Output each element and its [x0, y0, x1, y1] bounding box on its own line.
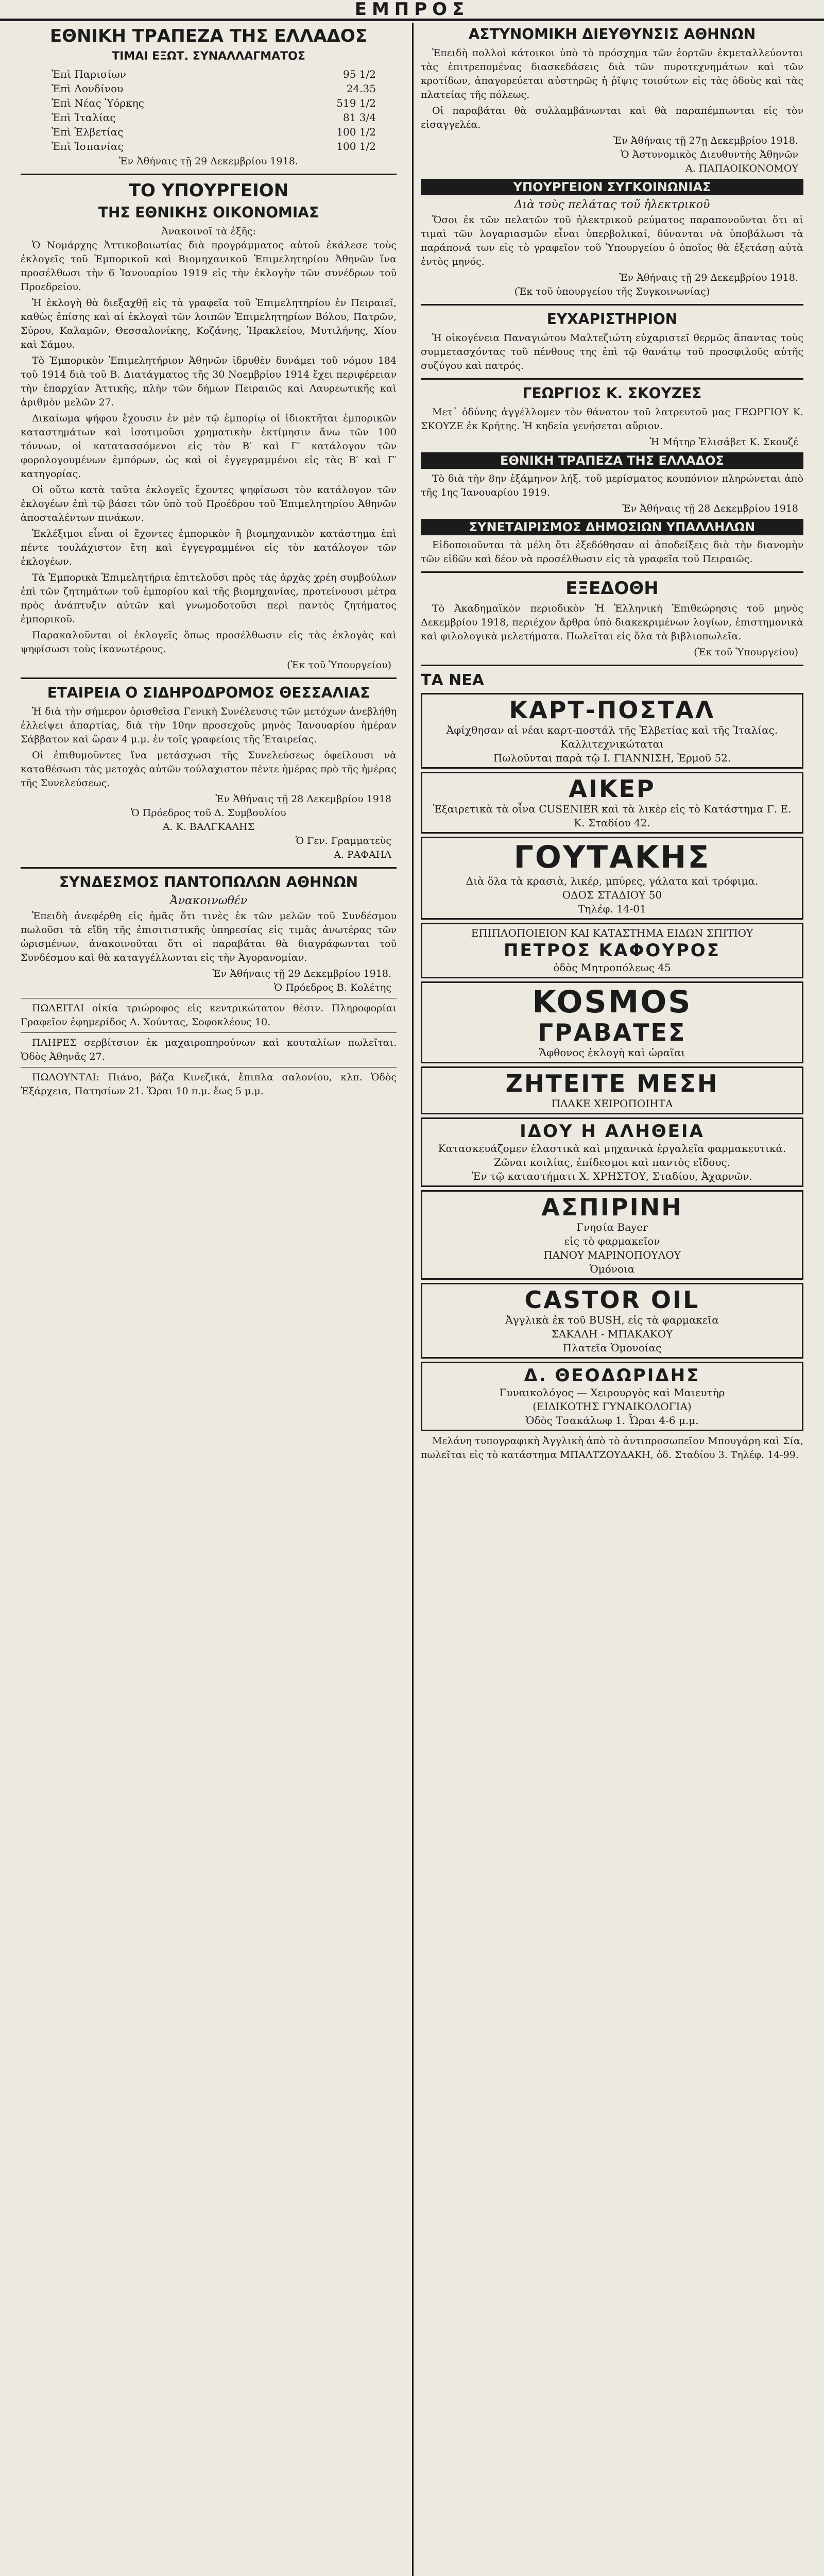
grocers-signature: Ὁ Πρόεδρος Β. Κολέτης — [273, 982, 391, 993]
masthead-title: ΕΜΠΡΟΣ — [354, 0, 470, 20]
rate-row — [21, 96, 397, 110]
exodus-source: (Ἐκ τοῦ Ὑπουργείου) — [694, 647, 798, 658]
transport-paragraph: Ὅσοι ἐκ τῶν πελατῶν τοῦ ἠλεκτρικοῦ ρεύματος παραπονοῦνται ὅτι αἱ τιμαὶ τῶν λογαριασμῶν εἶναι ὑπερβολικαί, δύνανται νὰ ὑποβάλωσι τὰ παράπονά των εἰς τὸ γραφεῖον τοῦ Ὑπουργείου ὁ ὁποῖος θὰ ἐξετάσῃ αὐτὰ ἐντὸς μηνός. — [421, 214, 803, 267]
thanks-text: Ἡ οἰκογένεια Παναγιώτου Μαλτεζιώτη εὐχαριστεῖ θερμῶς ἅπαντας τοὺς συμμετασχόντας τοῦ πένθους της ἐπὶ τῷ θανάτῳ τοῦ προσφιλοῦς αὐτῆς συζύγου καὶ πατρός. — [421, 332, 803, 371]
ministry-paragraph: Ὁ Νομάρχης Ἀττικοβοιωτίας διὰ προγράμματος αὐτοῦ ἐκάλεσε τοὺς ἐκλογεῖς τοῦ Ἐμπορικοῦ καὶ Βιομηχανικοῦ Ἐπιμελητηρίου Ἀθηνῶν ἵνα προσέλθωσι τὴν 6 Ἰανουαρίου 1919 εἰς τὴν ἐκλογὴν τῶν συνέδρων τοῦ Προεδρείου. — [21, 240, 397, 293]
ad-title: ΙΔΟΥ Η ΑΛΗΘΕΙΑ — [520, 1121, 705, 1142]
ad-line: ΠΛΑΚΕ ΧΕΙΡΟΠΟΙΗΤΑ — [551, 1097, 673, 1110]
ad-title: ΑΙΚΕΡ — [569, 775, 656, 803]
exodus-title: ΕΞΕΔΟΘΗ — [565, 578, 659, 599]
ad-kafouros — [421, 923, 803, 978]
ad-truth — [421, 1117, 803, 1187]
right-column — [412, 23, 803, 2576]
railway-signature: Ὁ Γεν. Γραμματεὺς — [295, 835, 391, 846]
rate-label: Ἐπὶ Ἑλβετίας — [52, 126, 124, 138]
bank2-text: Τὸ διὰ τὴν 8ην ἐξάμηνον λήξ. τοῦ μερίσματος κουπόνιον πληρώνεται ἀπὸ τῆς 1ης Ἰανουαρίου 1919. — [421, 473, 803, 498]
rate-row — [21, 81, 397, 96]
rate-label: Ἐπὶ Νέας Ὑόρκης — [52, 97, 144, 109]
left-column — [21, 23, 397, 2576]
masthead — [0, 0, 824, 21]
ad-line: Γνησία Bayer — [576, 1221, 648, 1233]
ad-goutakis — [421, 837, 803, 920]
ministry-intro: Ἀνακοινοῖ τὰ ἑξῆς: — [161, 226, 256, 237]
ministry-paragraph: Τὰ Ἐμπορικὰ Ἐπιμελητήρια ἐπιτελοῦσι πρὸς τὰς ἀρχὰς χρέη συμβούλων ἐπὶ τῶν ζητημάτων τοῦ ἐμπορίου καὶ τῆς βιομηχανίας, προτείνουσι μέτρα πρὸς ἀνάπτυξιν αὐτῶν καὶ γνωμοδοτοῦσι περὶ παντὸς ζητήματος ἐμπορικοῦ. — [21, 572, 397, 625]
rate-label: Ἐπὶ Ἰταλίας — [52, 111, 116, 124]
ministry-paragraph: Δικαίωμα ψήφου ἔχουσιν ἐν μὲν τῷ ἐμπορίῳ οἱ ἰδιοκτῆται ἐμπορικῶν καταστημάτων καὶ ἰσοτιμοῦσι χρηματικὴν ἐκτίμησιν ἄνω τῶν 100 τόννων, οἱ κατατασσόμενοι εἰς τὸν Β′ καὶ Γ′ κατάλογον τῶν φορολογουμένων ἐμπόρων, ὡς καὶ οἱ ἐγγεγραμμένοι εἰς τὰς Β′ καὶ Γ′ κατηγορίας. — [21, 413, 397, 480]
police-name: Α. ΠΑΠΑΟΙΚΟΝΟΜΟΥ — [685, 163, 798, 174]
ad-line: ΕΠΙΠΛΟΠΟΙΕΙΟΝ ΚΑΙ ΚΑΤΑΣΤΗΜΑ ΕΙΔΩΝ ΣΠΙΤΙΟΥ — [471, 927, 753, 939]
grocers-subtitle: Ἀνακοινωθέν — [169, 894, 248, 907]
ad-line: Ἐν τῷ καταστήματι Χ. ΧΡΗΣΤΟΥ, Σταδίου, Ἀχαρνῶν. — [472, 1170, 752, 1182]
classified-ad: ΠΩΛΟΥΝΤΑΙ: Πιάνο, βάζα Κινεζικά, ἔπιπλα σαλονίου, κλπ. Ὁδὸς Ἐξάρχεια, Πατησίων 21. Ὥραι 10 π.μ. ἕως 5 μ.μ. — [21, 1072, 397, 1097]
grocers-paragraph: Ἐπειδὴ ἀνεφέρθη εἰς ἡμᾶς ὅτι τινὲς ἐκ τῶν μελῶν τοῦ Συνδέσμου πωλοῦσι τὰ εἴδη τῆς ἐπισιτιστικῆς ὑπηρεσίας εἰς τιμὰς ἀνωτέρας τῶν ὡρισμένων, ἀνακοινοῦται ὅτι οἱ παραβάται θὰ διαγράφωνται τοῦ Συνδέσμου καὶ θὰ καταγγέλλωνται εἰς τὴν Ἀγορανομίαν. — [21, 910, 397, 963]
ad-line: Διὰ ὅλα τὰ κρασιὰ, λικέρ, μπύρες, γάλατα καὶ τρόφιμα. — [466, 875, 759, 887]
transport-source: (Ἐκ τοῦ ὑπουργείου τῆς Συγκοινωνίας) — [514, 286, 710, 297]
grocers-date: Ἐν Ἀθήναις τῇ 29 Δεκεμβρίου 1918. — [212, 968, 391, 979]
ad-line: Ἀφίχθησαν αἱ νέαι καρτ-ποστάλ τῆς Ἑλβετίας καὶ τῆς Ἰταλίας. — [446, 724, 778, 736]
ministry-title: ΤΟ ΥΠΟΥΡΓΕΙΟΝ — [128, 180, 289, 201]
railway-signature: Α. ΡΑΦΑΗΛ — [334, 849, 391, 860]
divider — [21, 174, 397, 175]
ad-subtitle: ΓΡΑΒΑΤΕΣ — [538, 1019, 686, 1046]
ad-title: Δ. ΘΕΟΔΩΡΙΔΗΣ — [524, 1365, 700, 1386]
ministry-paragraph: Παρακαλοῦνται οἱ ἐκλογεῖς ὅπως προσέλθωσιν εἰς τὰς ἐκλογὰς καὶ ψηφίσωσι τοὺς ἱκανωτέρους. — [21, 630, 397, 655]
police-date: Ἐν Ἀθήναις τῇ 27ῃ Δεκεμβρίου 1918. — [613, 135, 798, 146]
ministry-source: (Ἐκ τοῦ Ὑπουργείου) — [287, 659, 391, 671]
transport-subtitle: Διὰ τοὺς πελάτας τοῦ ἠλεκτρικοῦ — [514, 198, 710, 211]
ministry-subtitle: ΤΗΣ ΕΘΝΙΚΗΣ ΟΙΚΟΝΟΜΙΑΣ — [98, 204, 319, 221]
bank-title: ΕΘΝΙΚΗ ΤΡΑΠΕΖΑ ΤΗΣ ΕΛΛΑΔΟΣ — [49, 26, 368, 46]
ad-line: (ΕΙΔΙΚΟΤΗΣ ΓΥΝΑΙΚΟΛΟΓΙΑ) — [533, 1400, 692, 1413]
rate-value: 81 3/4 — [343, 111, 376, 124]
rate-value: 100 1/2 — [336, 126, 376, 138]
ad-title: CASTOR OIL — [524, 1286, 700, 1314]
ad-line: Τηλέφ. 14-01 — [578, 903, 646, 915]
ad-line: ΠΑΝΟΥ ΜΑΡΙΝΟΠΟΥΛΟΥ — [543, 1249, 681, 1261]
ad-castor-oil — [421, 1283, 803, 1359]
bank2-title: ΕΘΝΙΚΗ ΤΡΑΠΕΖΑ ΤΗΣ ΕΛΛΑΔΟΣ — [421, 452, 803, 469]
classified-ad: ΠΛΗΡΕΣ σερβίτσιον ἐκ μαχαιροπηρούνων καὶ κουταλίων πωλεῖται. Ὁδὸς Ἀθηνᾶς 27. — [21, 1037, 397, 1062]
railway-paragraph: Ἡ διὰ τὴν σήμερον ὁρισθεῖσα Γενικὴ Συνέλευσις τῶν μετόχων ἀνεβλήθη ἐλλείψει ἀπαρτίας, διὰ τὴν 10ην προσεχοῦς μηνὸς Ἰανουαρίου ἡμέραν Σάββατον καὶ ὥραν 4 μ.μ. ἐν τοῖς γραφείοις τῆς Ἑταιρείας. — [21, 706, 397, 745]
ministry-paragraph: Ἡ ἐκλογὴ θὰ διεξαχθῇ εἰς τὰ γραφεῖα τοῦ Ἐπιμελητηρίου ἐν Πειραιεῖ, καθὼς ἐπίσης καὶ αἱ ἐκλογαὶ τῶν λοιπῶν Ἐπιμελητηρίων Βόλου, Πατρῶν, Σύρου, Καλαμῶν, Θεσσαλονίκης, Κοζάνης, Ἡρακλείου, Μυτιλήνης, Χίου καὶ Σάμου. — [21, 297, 397, 350]
railway-signature: Α. Κ. ΒΑΛΓΚΑΛΗΣ — [162, 821, 255, 833]
ad-line: ΣΑΚΑΛΗ - ΜΠΑΚΑΚΟΥ — [551, 1328, 673, 1340]
police-title: ΑΣΤΥΝΟΜΙΚΗ ΔΙΕΥΘΥΝΣΙΣ ΑΘΗΝΩΝ — [468, 26, 756, 43]
divider — [21, 677, 397, 679]
ad-title: ΠΕΤΡΟΣ ΚΑΦΟΥΡΟΣ — [504, 940, 720, 961]
grocers-title: ΣΥΝΔΕΣΜΟΣ ΠΑΝΤΟΠΩΛΩΝ ΑΘΗΝΩΝ — [59, 874, 358, 891]
transport-title: ΥΠΟΥΡΓΕΙΟΝ ΣΥΓΚΟΙΝΩΝΙΑΣ — [421, 179, 803, 195]
ad-line: εἰς τὸ φαρμακεῖον — [564, 1235, 660, 1247]
police-signature: Ὁ Ἀστυνομικὸς Διευθυντὴς Ἀθηνῶν — [621, 149, 798, 160]
ad-postcards — [421, 693, 803, 769]
rate-label: Ἐπὶ Ἱσπανίας — [52, 140, 124, 152]
rate-value: 95 1/2 — [343, 68, 376, 80]
ad-line: Ἀγγλικὰ ἐκ τοῦ BUSH, εἰς τὰ φαρμακεῖα — [505, 1314, 719, 1326]
rate-row — [21, 125, 397, 139]
divider — [421, 665, 803, 666]
death-signature: Ἡ Μήτηρ Ἐλισάβετ Κ. Σκουζέ — [649, 436, 798, 448]
ad-line: Πλατεῖα Ὁμονοίας — [562, 1342, 662, 1354]
divider — [421, 304, 803, 306]
rate-row — [21, 110, 397, 125]
transport-date: Ἐν Ἀθήναις τῇ 29 Δεκεμβρίου 1918. — [619, 272, 798, 283]
railway-title: ΕΤΑΙΡΕΙΑ Ο ΣΙΔΗΡΟΔΡΟΜΟΣ ΘΕΣΣΑΛΙΑΣ — [47, 684, 370, 701]
divider — [421, 378, 803, 380]
classified-ad: ΠΩΛΕΙΤΑΙ οἰκία τριώροφος εἰς κεντρικώτατον θέσιν. Πληροφορίαι Γραφεῖον ἐφημερίδος Α. Χούντας, Σοφοκλέους 10. — [21, 1003, 397, 1028]
ad-line: Καλλιτεχνικώταται — [560, 738, 664, 750]
ad-stockings — [421, 1066, 803, 1114]
ad-line: ὁδὸς Μητροπόλεως 45 — [553, 961, 671, 974]
ministry-paragraph: Τὸ Ἐμπορικὸν Ἐπιμελητήριον Ἀθηνῶν ἰδρυθὲν δυνάμει τοῦ νόμου 184 τοῦ 1914 διὰ τοῦ Β. Διατάγματος τῆς 30 Νοεμβρίου 1914 ἔχει περιφέρειαν τὴν ἐπαρχίαν Ἀττικῆς, πλὴν τῶν δήμων Πειραιῶς καὶ Λαυρεωτικῆς καὶ ἀριθμὸν μελῶν 27. — [21, 355, 397, 408]
employees-title: ΣΥΝΕΤΑΙΡΙΣΜΟΣ ΔΗΜΟΣΙΩΝ ΥΠΑΛΛΗΛΩΝ — [421, 519, 803, 535]
ad-line: Ἄφθονος ἐκλογὴ καὶ ὡραῖαι — [539, 1046, 685, 1059]
ad-doctor — [421, 1362, 803, 1431]
police-paragraph: Ἐπειδὴ πολλοὶ κάτοικοι ὑπὸ τὸ πρόσχημα τῶν ἑορτῶν ἐκμεταλλεύονται τὰς ἐπιτρεπομένας διασκεδάσεις διὰ τῶν πυροτεχνημάτων καὶ τῶν κροτίδων, ἀπαγορεύεται αὐστηρῶς ἡ ῥῖψις τοιούτων εἰς τὰς ὁδοὺς καὶ τὰς πλατείας τῆς πόλεως. — [421, 47, 803, 100]
railway-signature: Ὁ Πρόεδρος τοῦ Δ. Συμβουλίου — [131, 807, 286, 819]
ad-title: KOSMOS — [532, 984, 692, 1020]
thanks-title: ΕΥΧΑΡΙΣΤΗΡΙΟΝ — [546, 311, 678, 328]
death-title: ΓΕΩΡΓΙΟΣ Κ. ΣΚΟΥΖΕΣ — [522, 385, 702, 402]
ministry-paragraph: Ἐκλέξιμοι εἶναι οἱ ἔχοντες ἐμπορικὸν ἢ βιομηχανικὸν κατάστημα ἐπὶ πέντε τουλάχιστον ἔτη καὶ ἐγγεγραμμένοι εἰς τὸν κατάλογον τῶν ἐκλογέων. — [21, 528, 397, 567]
rate-label: Ἐπὶ Παρισίων — [52, 68, 126, 80]
ta-nea-heading: ΤΑ ΝΕΑ — [421, 671, 484, 689]
ad-line: Ἐξαιρετικὰ τὰ οἶνα CUSENIER καὶ τὰ λικὲρ εἰς τὸ Κατάστημα Γ. Ε. Κ. Σταδίου 42. — [433, 803, 792, 829]
ad-title: ΑΣΠΙΡΙΝΗ — [541, 1193, 683, 1221]
ad-line: Γυναικολόγος — Χειρουργὸς καὶ Μαιευτὴρ — [499, 1386, 725, 1399]
ad-line: ΟΔΟΣ ΣΤΑΔΙΟΥ 50 — [562, 889, 662, 901]
railway-paragraph: Οἱ ἐπιθυμοῦντες ἵνα μετάσχωσι τῆς Συνελεύσεως ὀφείλουσι νὰ καταθέσωσι τὰς μετοχὰς αὐτῶν τούλαχιστον πέντε ἡμέρας πρὸ τῆς ἡμέρας τῆς Συνελεύσεως. — [21, 750, 397, 789]
death-text: Μετ᾽ ὀδύνης ἀγγέλλομεν τὸν θάνατον τοῦ λατρευτοῦ μας ΓΕΩΡΓΙΟΥ Κ. ΣΚΟΥΖΕ ἐκ Κρήτης. Ἡ κηδεία γενήσεται αὔριον. — [421, 406, 803, 432]
divider — [421, 571, 803, 573]
rate-value: 519 1/2 — [336, 97, 376, 109]
ad-line: Ὁδὸς Τσακάλωφ 1. Ὧραι 4-6 μ.μ. — [525, 1414, 699, 1427]
police-paragraph: Οἱ παραβάται θὰ συλλαμβάνωνται καὶ θὰ παραπέμπωνται εἰς τὸν εἰσαγγελέα. — [421, 105, 803, 130]
divider — [21, 1032, 397, 1033]
ad-line: Πωλοῦνται παρὰ τῷ Ι. ΓΙΑΝΝΙΣΗ, Ἑρμοῦ 52. — [493, 752, 731, 764]
ad-line: Κατασκευάζομεν ἐλαστικὰ καὶ μηχανικὰ ἐργαλεῖα φαρμακευτικά. Ζῶναι κοιλίας, ἐπίδεσμοι καὶ παντὸς εἴδους. — [438, 1142, 786, 1168]
employees-text: Εἰδοποιοῦνται τὰ μέλη ὅτι ἐξεδόθησαν αἱ ἀποδείξεις διὰ τὴν διανομὴν τῶν εἰδῶν καὶ δέον νὰ προσέλθωσιν εἰς τὰ γραφεῖα τοῦ Πειραιῶς. — [421, 539, 803, 565]
footer-notice: Μελάνη τυπογραφικὴ Ἀγγλικὴ ἀπὸ τὸ ἀντιπροσωπεῖον Μπουγάρη καὶ Σία, πωλεῖται εἰς τὸ κατάστημα ΜΠΑΛΤΖΟΥΔΑΚΗ, ὁδ. Σταδίου 3. Τηλέφ. 14-99. — [421, 1435, 803, 1461]
rate-row — [21, 139, 397, 154]
ad-liquor — [421, 772, 803, 834]
ad-aspirin — [421, 1190, 803, 1280]
bank-date: Ἐν Ἀθήναις τῇ 29 Δεκεμβρίου 1918. — [119, 156, 298, 167]
rate-value: 100 1/2 — [336, 140, 376, 152]
ministry-paragraph: Οἱ οὕτω κατὰ ταῦτα ἐκλογεῖς ἔχοντες ψηφίσωσι τὸν κατάλογον τῶν ἐκλογέων ἐπὶ τῷ βάσει τῶν ὑπὸ τοῦ Προέδρου τοῦ Ἐπιμελητηρίου Ἀθηνῶν ἀποσταλέντων πινάκων. — [21, 484, 397, 523]
divider — [21, 867, 397, 869]
ad-title: ΓΟΥΤΑΚΗΣ — [513, 839, 711, 875]
railway-date: Ἐν Ἀθήναις τῇ 28 Δεκεμβρίου 1918 — [215, 793, 391, 805]
exodus-text: Τὸ Ἀκαδημαϊκὸν περιοδικὸν Ἡ Ἑλληνικὴ Ἐπιθεώρησις τοῦ μηνὸς Δεκεμβρίου 1918, περιέχον ἄρθρα ὑπὸ διακεκριμένων λογίων, ἐπιστημονικὰ καὶ φιλολογικὰ μελετήματα. Πωλεῖται εἰς ὅλα τὰ βιβλιοπωλεῖα. — [421, 603, 803, 642]
bank-subtitle: ΤΙΜΑΙ ΕΞΩΤ. ΣΥΝΑΛΛΑΓΜΑΤΟΣ — [112, 50, 305, 63]
rate-value: 24.35 — [346, 82, 376, 95]
ad-line: Ὁμόνοια — [589, 1263, 635, 1275]
exchange-rates — [21, 67, 397, 154]
ad-kosmos — [421, 981, 803, 1063]
ad-title: ΖΗΤΕΙΤΕ ΜΕΣΗ — [505, 1070, 719, 1097]
ad-title: ΚΑΡΤ-ΠΟΣΤΑΛ — [509, 696, 715, 724]
rate-row — [21, 67, 397, 81]
rate-label: Ἐπὶ Λονδίνου — [52, 82, 124, 95]
bank2-date: Ἐν Ἀθήναις τῇ 28 Δεκεμβρίου 1918 — [622, 503, 798, 514]
